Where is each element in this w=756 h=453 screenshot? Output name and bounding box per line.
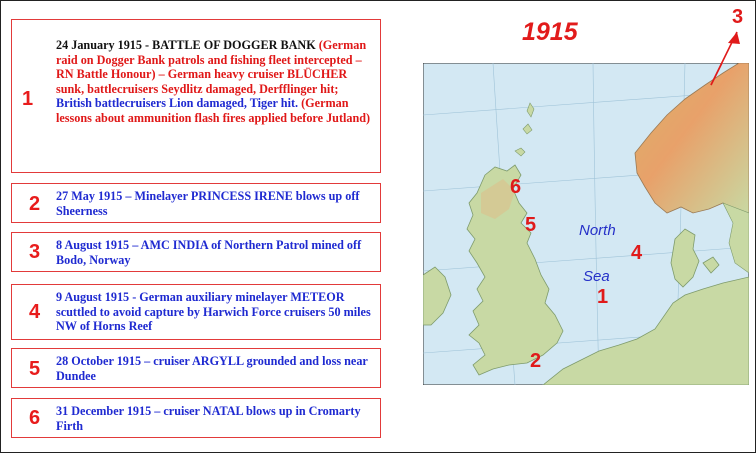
event-number: 2 — [29, 193, 41, 215]
event-text-german: (German raid on Dogger Bank patrols and fishing fleet intercepted – RN Battle Honour) – German heavy cruiser BLÜCHER sunk, battlecruisers Seydlitz damaged, Derfflinger hit; — [56, 38, 367, 96]
sea-label-sea: Sea — [583, 268, 610, 285]
map-marker-2: 2 — [530, 350, 542, 372]
event-box-4 — [11, 284, 381, 340]
event-box-6 — [11, 398, 381, 438]
event-number: 3 — [29, 241, 41, 263]
year-title: 1915 — [522, 18, 578, 46]
event-text: 28 October 1915 – cruiser ARGYLL grounded and loss near Dundee — [56, 354, 368, 383]
event-text: 27 May 1915 – Minelayer PRINCESS IRENE blows up off Sheerness — [56, 189, 360, 218]
event-number: 4 — [29, 301, 41, 323]
event-number: 5 — [29, 358, 41, 380]
map-marker-4: 4 — [631, 242, 643, 264]
sea-label-north: North — [579, 222, 616, 239]
event-text: 31 December 1915 – cruiser NATAL blows up in Cromarty Firth — [56, 404, 361, 433]
event-text-headline: 24 January 1915 - BATTLE OF DOGGER BANK — [56, 38, 316, 52]
map-marker-5: 5 — [525, 214, 537, 236]
event-box-5 — [11, 348, 381, 388]
event-text — [56, 38, 376, 125]
event-box-3 — [11, 232, 381, 272]
event-text-lessons: (German lessons about ammunition flash fires applied before Jutland) — [56, 96, 371, 125]
event-number: 6 — [29, 407, 41, 429]
event-text: 8 August 1915 – AMC INDIA of Northern Patrol mined off Bodo, Norway — [56, 238, 362, 267]
event-text: 9 August 1915 - German auxiliary minelayer METEOR scuttled to avoid capture by Harwich Force cruisers 50 miles NW of Horns Reef — [56, 290, 371, 333]
event-box-2 — [11, 183, 381, 223]
map-marker-1: 1 — [597, 286, 609, 308]
map-marker-6: 6 — [510, 176, 522, 198]
event-box-1 — [11, 19, 381, 173]
event-text-british: British battlecruisers Lion damaged, Tiger hit. — [56, 96, 299, 110]
map-marker-3: 3 — [732, 6, 744, 28]
event-number: 1 — [22, 88, 34, 110]
